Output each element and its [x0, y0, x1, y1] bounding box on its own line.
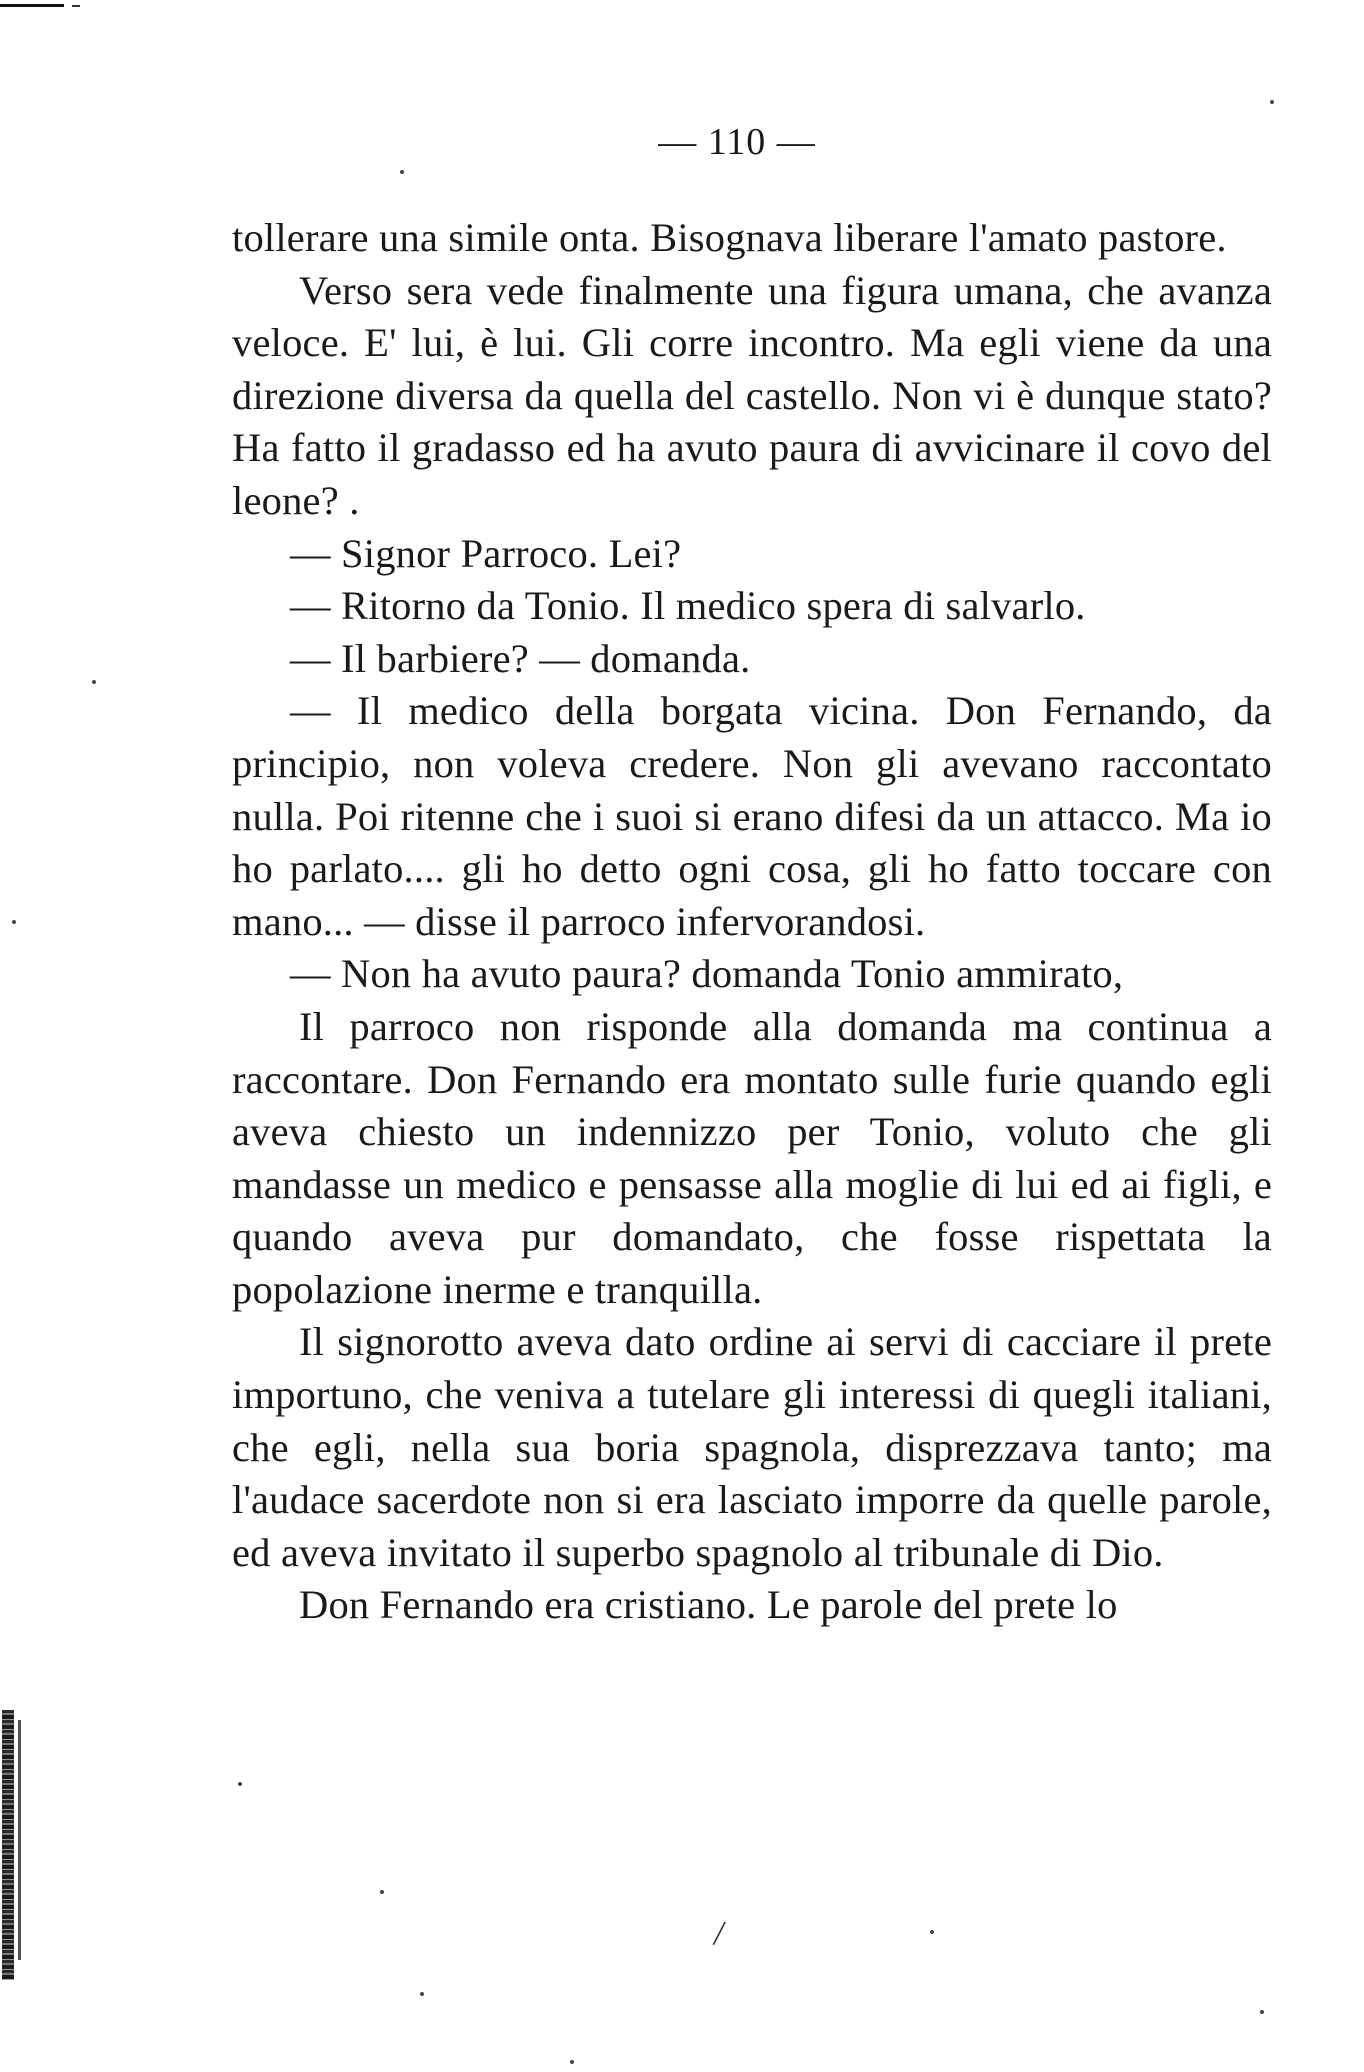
scan-edge-line: [18, 1720, 21, 1960]
scan-speck: [92, 680, 96, 684]
dialog-line-2: — Ritorno da Tonio. Il medico spera di salvarlo.: [290, 583, 1086, 629]
scan-speck: [1270, 100, 1274, 104]
scan-speck: [570, 2060, 574, 2064]
paragraph-2: Verso sera vede finalmente una figura umana, che avanza veloce. E' lui, è lui. Gli corre incontro. Ma egli viene da una direzione diversa da quella del castello. Non vi è dunque stato? Ha fatto il gradasso ed ha avuto paura di avvicinare il covo del leone? .: [232, 267, 1272, 523]
dialog-line-3: — Il barbiere? — domanda.: [290, 635, 751, 681]
paragraph-5: Don Fernando era cristiano. Le parole del prete lo: [299, 1582, 1118, 1628]
paragraph-4: Il signorotto aveva dato ordine ai servi di cacciare il prete importuno, che veniva a tutelare gli interessi di quegli italiani, che egli, nella sua boria spagnola, disprezzava tanto; ma l'audace sacerdote non si era lasciato imporre da quelle parole, ed aveva invitato il superbo spagnolo al tribunale di Dio.: [232, 1319, 1272, 1575]
scan-mark: /: [714, 1915, 724, 1952]
scan-speck: [1260, 2010, 1264, 2014]
scan-speck: [12, 920, 16, 924]
dialog-line-4: — Il medico della borgata vicina. Don Fernando, da principio, non voleva credere. Non gli avevano raccontato nulla. Poi ritenne che i suoi si erano difesi da un attacco. Ma io ho parlato.... gli ho detto ogni cosa, gli ho fatto toccare con mano... — disse il parroco infervorandosi.: [232, 688, 1272, 944]
scan-speck: [238, 1782, 242, 1786]
scan-speck: [420, 1992, 424, 1996]
paragraph-3: Il parroco non risponde alla domanda ma continua a raccontare. Don Fernando era montato sulle furie quando egli aveva chiesto un indennizzo per Tonio, voluto che gli mandasse un medico e pensasse alla moglie di lui ed ai figli, e quando aveva pur domandato, che fosse rispettata la popolazione inerme e tranquilla.: [232, 1003, 1272, 1312]
page-number: — 110 —: [658, 121, 816, 163]
top-rule: [0, 4, 64, 7]
scan-speck: [400, 170, 404, 174]
paragraph-1: tollerare una simile onta. Bisognava liberare l'amato pastore.: [232, 215, 1227, 260]
scan-speck: [930, 1930, 934, 1934]
top-rule-fragment: [72, 5, 80, 7]
scan-speck: [380, 1890, 384, 1894]
dialog-line-1: — Signor Parroco. Lei?: [290, 530, 682, 576]
scan-edge-artifact: [2, 1710, 14, 1980]
body-text: [232, 212, 1272, 1632]
dialog-line-5: — Non ha avuto paura? domanda Tonio ammirato,: [290, 951, 1124, 997]
